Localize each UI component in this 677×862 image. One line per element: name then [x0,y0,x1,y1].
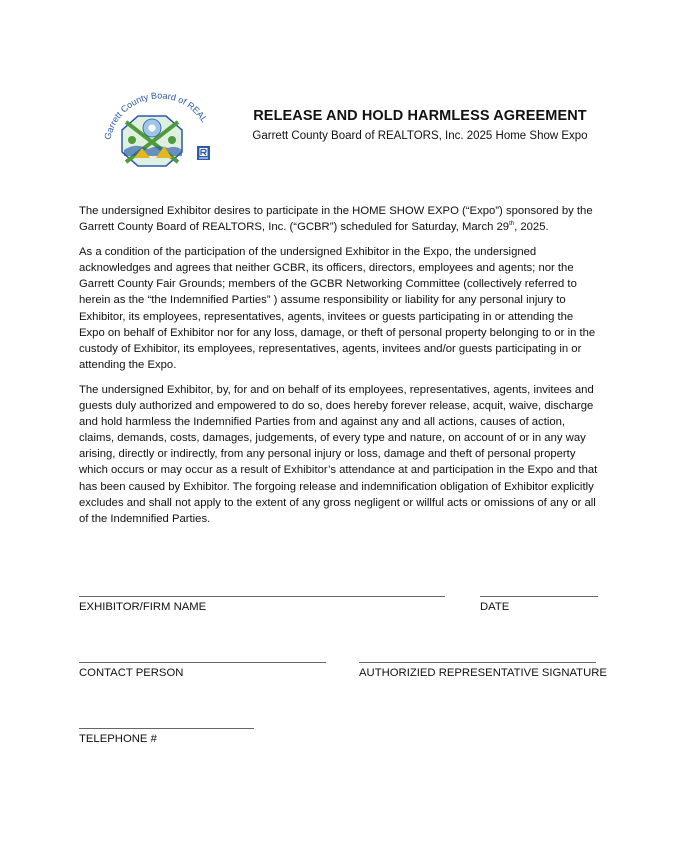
paragraph-2: As a condition of the participation of the undersigned Exhibitor in the Expo, the undersigned acknowledges and agrees that neither GCBR, its officers, directors, employees and agents; nor the Garrett County Fair Grounds; members of the GCBR Networking Committee (collectively referred to herein as the “the Indemnified Parties” ) assume responsibility or liability for any personal injury to Exhibitor, its employees, representatives, agents, invitees or guests participating in or attending the Expo on behalf of Exhibitor nor for any loss, damage, or theft of personal property belonging to or in the custody of Exhibitor, its employees, representatives, agents, invitees and/or guests participating in or attending the Expo. [79,246,596,371]
date-signature-line[interactable] [480,596,598,597]
gcbr-logo [96,86,218,170]
exhibitor-label: EXHIBITOR/FIRM NAME [79,601,207,613]
realtor-r-icon [197,146,210,160]
date-label: DATE [480,601,510,613]
document-subtitle: Garrett County Board of REALTORS, Inc. 2025 Home Show Expo [252,130,588,142]
contact-label: CONTACT PERSON [79,667,184,679]
authorized-signature-line[interactable] [359,662,596,663]
exhibitor-signature-line[interactable] [79,596,445,597]
agreement-body [79,203,601,536]
telephone-label: TELEPHONE # [79,733,157,745]
paragraph-1: The undersigned Exhibitor desires to participate in the HOME SHOW EXPO (“Expo”) sponsored by the Garrett County Board of REALTORS, Inc. (“GCBR”) scheduled for Saturday, March 29th, 2025. [79,205,593,234]
emblem-icon [122,116,182,166]
telephone-signature-line[interactable] [79,728,254,729]
paragraph-3: The undersigned Exhibitor, by, for and on behalf of its employees, representatives, agents, invitees and guests duly authorized and empowered to do so, does hereby forever release, acquit, waive, discharge and hold harmless the Indemnified Parties from and against any and all actions, causes of action, claims, demands, costs, damages, judgements, of every type and nature, on account of or in any way arising, directly or indirectly, from any personal injury or loss, damage and theft of personal property which occurs or may occur as a result of Exhibitor’s attendance at and participation in the Expo and that has been caused by Exhibitor. The forgoing release and indemnification obligation of Exhibitor explicitly excludes and shall not apply to the extent of any gross negligent or willful acts or omissions of any or all of the Indemnified Parties. [79,383,598,525]
authorized-label: AUTHORIZIED REPRESENTATIVE SIGNATURE [359,667,607,679]
document-header [250,108,590,142]
document-title: RELEASE AND HOLD HARMLESS AGREEMENT [253,108,587,124]
contact-signature-line[interactable] [79,662,326,663]
logo-arc-text: Garrett County Board of REAL [102,90,210,141]
